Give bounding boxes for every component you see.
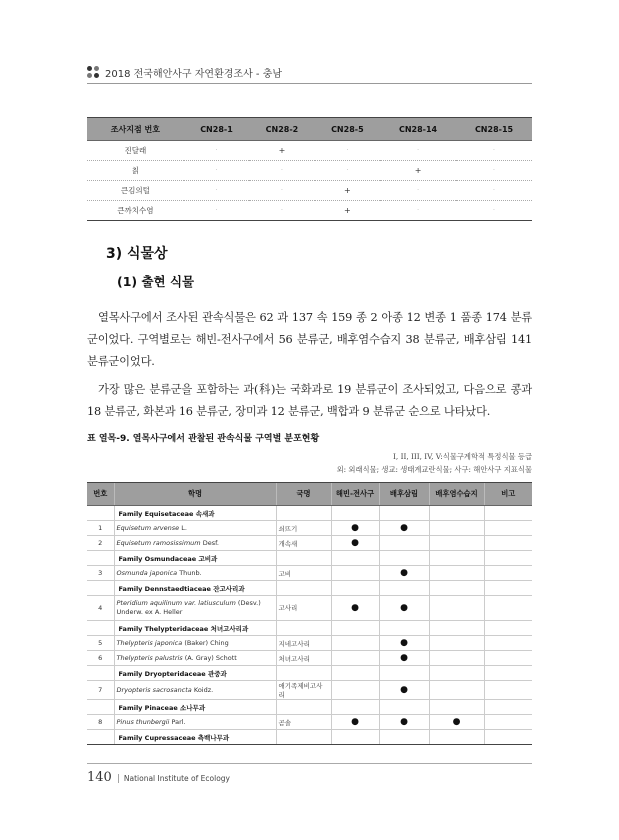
family-name: Family Cupressaceae 측백나무과 [114, 730, 276, 745]
family-row [87, 666, 532, 681]
occurrence-cell: · [380, 201, 456, 221]
occurrence-cell: + [315, 201, 380, 221]
column-header: CN28-2 [249, 118, 314, 141]
footer-organization: National Institute of Ecology [123, 774, 230, 783]
family-name: Family Dennstaedtiaceae 잔고사리과 [114, 581, 276, 596]
table-row [87, 681, 532, 700]
table-row [87, 181, 532, 201]
occurrence-cell: · [315, 161, 380, 181]
korean-name: 개속새 [276, 536, 331, 551]
presence-mark: ● [331, 715, 379, 730]
row-number: 7 [87, 681, 114, 700]
author-citation: Parl. [171, 718, 186, 726]
occurrence-cell: · [184, 181, 249, 201]
korean-name: 곰솔 [276, 715, 331, 730]
family-row [87, 730, 532, 745]
column-header: CN28-15 [456, 118, 532, 141]
occurrence-cell: · [184, 161, 249, 181]
presence-mark [429, 636, 484, 651]
scientific-name [114, 651, 276, 666]
presence-mark [429, 566, 484, 581]
scientific-name [114, 596, 276, 621]
genus-species: Pinus thunbergii [116, 718, 170, 726]
column-header: 배후염수습지 [429, 483, 484, 506]
footer-divider [87, 763, 532, 764]
family-row [87, 581, 532, 596]
presence-mark [331, 681, 379, 700]
occurrence-cell: · [184, 201, 249, 221]
table-row [87, 636, 532, 651]
table-row [87, 536, 532, 551]
family-name: Family Equisetaceae 속새과 [114, 506, 276, 521]
remark [484, 536, 532, 551]
occurrence-cell: · [380, 181, 456, 201]
occurrence-cell: · [380, 141, 456, 161]
occurrence-cell: · [456, 141, 532, 161]
author-citation: (Desv.) Underw. ex A. Heller [116, 599, 261, 616]
table-row [87, 201, 532, 221]
author-citation: (Baker) Ching [184, 639, 229, 647]
remark [484, 681, 532, 700]
row-number: 2 [87, 536, 114, 551]
presence-mark: ● [331, 536, 379, 551]
family-name: Family Thelypteridaceae 처녀고사리과 [114, 621, 276, 636]
species-name: 칡 [87, 161, 184, 181]
table-caption: 표 열목-9. 열목사구에서 관찰된 관속식물 구역별 분포현황 [87, 434, 320, 444]
remark [484, 521, 532, 536]
table-row [87, 521, 532, 536]
presence-mark: ● [379, 715, 429, 730]
footer-separator: | [116, 774, 120, 784]
korean-name: 고비 [276, 566, 331, 581]
korean-name: 처녀고사리 [276, 651, 331, 666]
column-header: 번호 [87, 483, 114, 506]
occurrence-cell: · [249, 161, 314, 181]
genus-species: Thelypteris palustris [116, 654, 183, 662]
table-row [87, 651, 532, 666]
occurrence-cell: · [249, 181, 314, 201]
presence-mark [429, 651, 484, 666]
presence-mark [331, 651, 379, 666]
table-row [87, 596, 532, 621]
row-number: 1 [87, 521, 114, 536]
species-name: 큰까치수염 [87, 201, 184, 221]
presence-mark [331, 566, 379, 581]
presence-mark [429, 596, 484, 621]
genus-species: Dryopteris sacrosancta [116, 686, 192, 694]
header-dots-icon [87, 66, 99, 78]
subsection-heading: (1) 출현 식물 [117, 274, 195, 289]
table-note: 외: 외래식물; 생교: 생태계교란식물; 사구: 해안사구 지표식물 [336, 465, 532, 474]
family-name: Family Osmundaceae 고비과 [114, 551, 276, 566]
section-heading: 3) 식물상 [106, 246, 168, 262]
presence-mark: ● [331, 521, 379, 536]
species-name: 진달래 [87, 141, 184, 161]
remark [484, 651, 532, 666]
column-header: 국명 [276, 483, 331, 506]
genus-species: Equisetum ramosissimum [116, 539, 201, 547]
scientific-name [114, 715, 276, 730]
occurrence-cell: · [315, 141, 380, 161]
row-number: 8 [87, 715, 114, 730]
presence-mark [379, 536, 429, 551]
presence-mark: ● [379, 681, 429, 700]
row-number: 6 [87, 651, 114, 666]
occurrence-cell: + [315, 181, 380, 201]
remark [484, 566, 532, 581]
remark [484, 596, 532, 621]
author-citation: Koidz. [193, 686, 214, 694]
presence-mark [429, 681, 484, 700]
body-paragraph: 열목사구에서 조사된 관속식물은 62 과 137 속 159 종 2 아종 12 변종 1 품종 174 분류군이었다. 구역별로는 해빈-전사구에서 56 분류군, 배후염수습지 38 분류군, 배후삼림 141 분류군이었다. [87, 311, 532, 369]
genus-species: Osmunda japonica [116, 569, 178, 577]
table-row [87, 141, 532, 161]
column-header: CN28-5 [315, 118, 380, 141]
scientific-name [114, 536, 276, 551]
author-citation: Thunb. [179, 569, 202, 577]
korean-name: 지네고사리 [276, 636, 331, 651]
presence-mark [331, 636, 379, 651]
presence-mark: ● [379, 521, 429, 536]
author-citation: L. [181, 524, 187, 532]
family-row [87, 551, 532, 566]
presence-mark: ● [379, 636, 429, 651]
family-name: Family Pinaceae 소나무과 [114, 700, 276, 715]
row-number: 3 [87, 566, 114, 581]
presence-mark [429, 536, 484, 551]
running-header [87, 64, 282, 80]
column-header: 조사지점 번호 [87, 118, 184, 141]
scientific-name [114, 681, 276, 700]
row-number: 5 [87, 636, 114, 651]
presence-mark: ● [379, 596, 429, 621]
header-title: 2018 전국해안사구 자연환경조사 - 충남 [105, 68, 283, 80]
korean-name: 애기족제비고사리 [276, 681, 331, 700]
occurrence-cell: · [456, 181, 532, 201]
presence-mark: ● [331, 596, 379, 621]
genus-species: Pteridium aquilinum var. latiusculum [116, 599, 236, 607]
author-citation: (A. Gray) Schott [184, 654, 237, 662]
remark [484, 636, 532, 651]
species-site-table [87, 117, 532, 221]
occurrence-cell: + [249, 141, 314, 161]
scientific-name [114, 521, 276, 536]
occurrence-cell: · [456, 161, 532, 181]
page-footer [87, 770, 230, 785]
korean-name: 쇠뜨기 [276, 521, 331, 536]
scientific-name [114, 566, 276, 581]
presence-mark [429, 521, 484, 536]
column-header: CN28-14 [380, 118, 456, 141]
occurrence-cell: · [456, 201, 532, 221]
family-row [87, 506, 532, 521]
scientific-name [114, 636, 276, 651]
occurrence-cell: + [380, 161, 456, 181]
family-row [87, 621, 532, 636]
column-header: 배후삼림 [379, 483, 429, 506]
family-name: Family Dryopteridaceae 관중과 [114, 666, 276, 681]
column-header: CN28-1 [184, 118, 249, 141]
occurrence-cell: · [184, 141, 249, 161]
vascular-plant-table [87, 482, 532, 745]
column-header: 학명 [114, 483, 276, 506]
page-number: 140 [87, 770, 112, 785]
genus-species: Thelypteris japonica [116, 639, 183, 647]
occurrence-cell: · [249, 201, 314, 221]
family-row [87, 700, 532, 715]
row-number: 4 [87, 596, 114, 621]
author-citation: Desf. [202, 539, 219, 547]
korean-name: 고사리 [276, 596, 331, 621]
table-row [87, 715, 532, 730]
column-header: 비고 [484, 483, 532, 506]
body-paragraph: 가장 많은 분류군을 포함하는 과(科)는 국화과로 19 분류군이 조사되었고, 다음으로 콩과 18 분류군, 화본과 16 분류군, 장미과 12 분류군, 백합과 9 분류군 순으로 나타났다. [87, 383, 532, 419]
presence-mark: ● [429, 715, 484, 730]
genus-species: Equisetum arvense [116, 524, 180, 532]
presence-mark: ● [379, 651, 429, 666]
header-divider [87, 83, 532, 84]
column-header: 해빈-전사구 [331, 483, 379, 506]
species-name: 큰김의털 [87, 181, 184, 201]
presence-mark: ● [379, 566, 429, 581]
table-row [87, 566, 532, 581]
table-row [87, 161, 532, 181]
remark [484, 715, 532, 730]
table-note: I, II, III, IV, V:식물구계학적 특정식물 등급 [393, 452, 532, 461]
